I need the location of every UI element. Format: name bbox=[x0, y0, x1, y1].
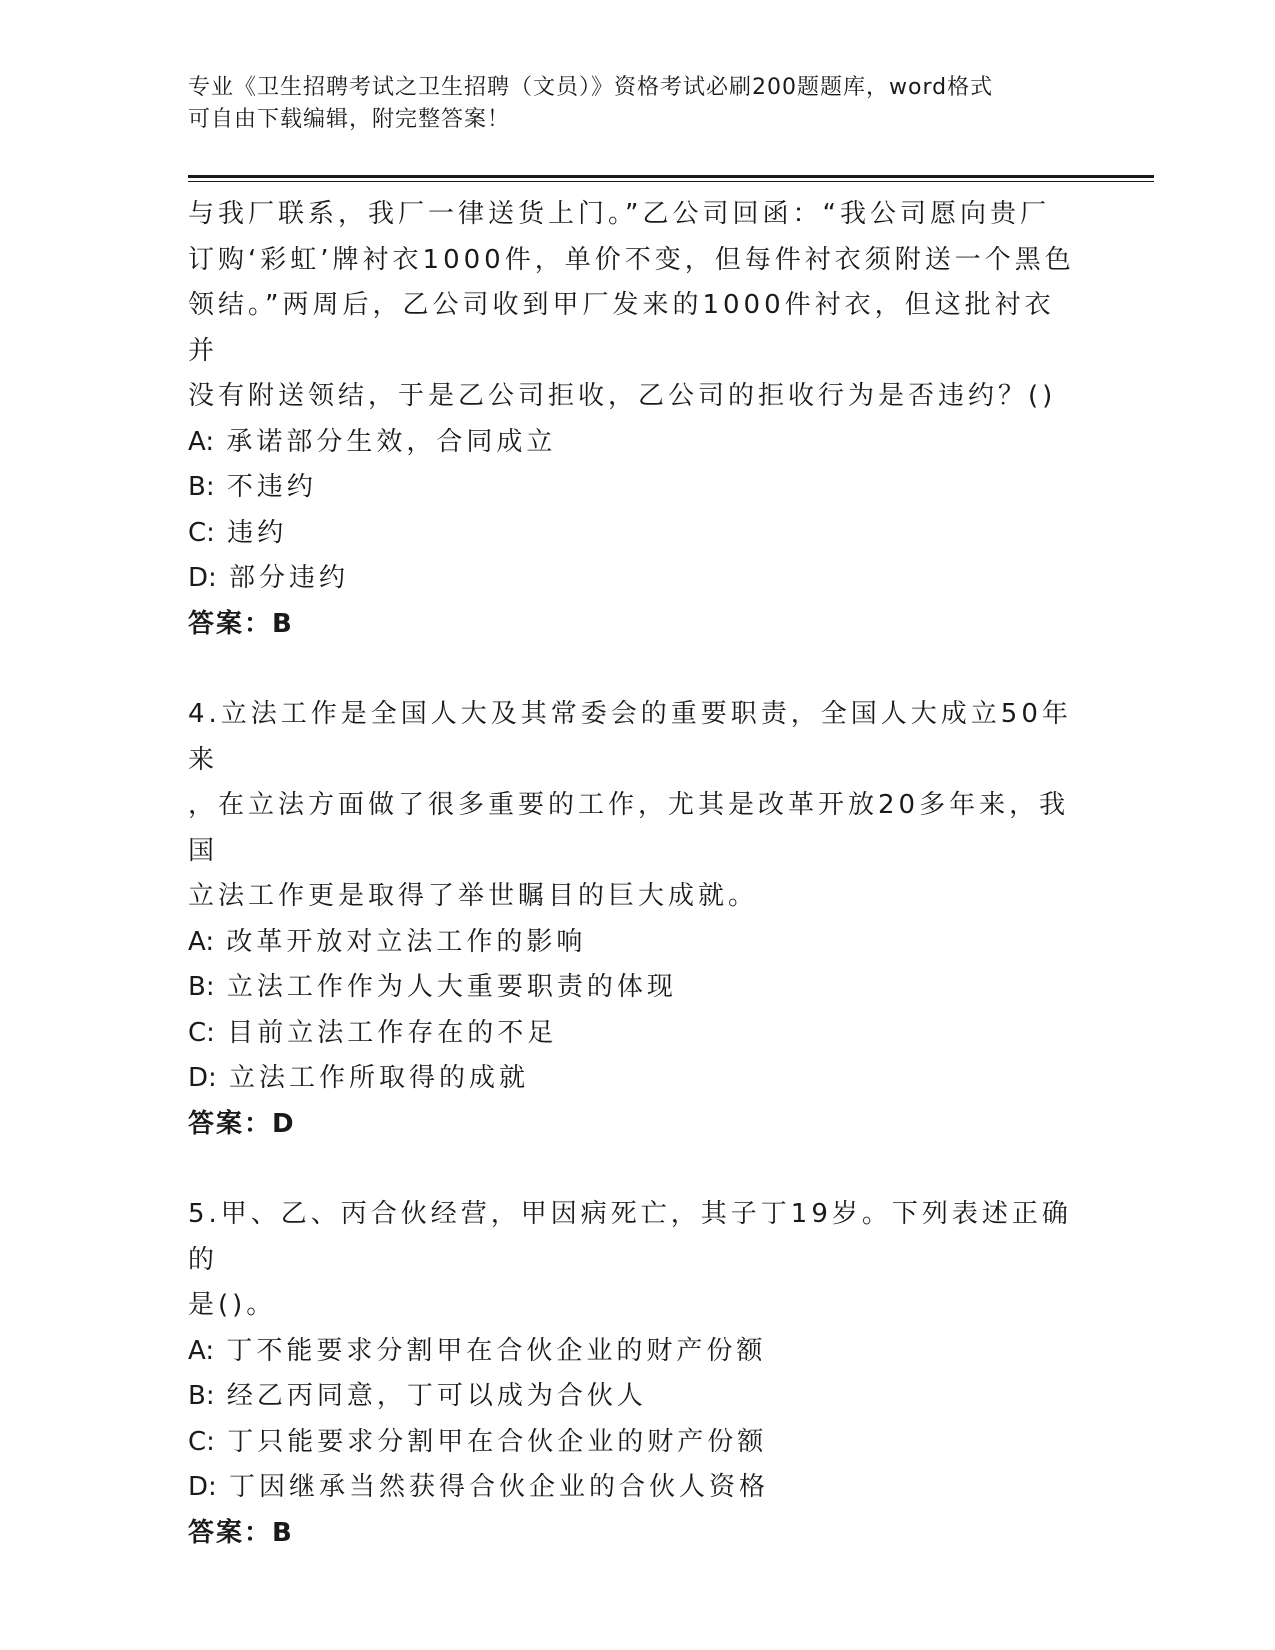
option-letter: B: bbox=[188, 1381, 215, 1411]
option-letter: C: bbox=[188, 1017, 215, 1048]
question-spacer bbox=[188, 647, 1078, 692]
question-stem-line: ，在立法方面做了很多重要的工作，尤其是改革开放20多年来，我国 bbox=[188, 790, 1070, 866]
question-stem-line: 5.甲、乙、丙合伙经营，甲因病死亡，其子丁19岁。下列表述正确的 bbox=[188, 1199, 1072, 1275]
option-b bbox=[188, 965, 1078, 1011]
question-stem-line: 4.立法工作是全国人大及其常委会的重要职责，全国人大成立50年来 bbox=[188, 699, 1072, 775]
header-line-2: 可自由下载编辑，附完整答案！ bbox=[188, 107, 511, 132]
option-text: 立法工作所取得的成就 bbox=[229, 1063, 530, 1093]
option-text: 违约 bbox=[227, 517, 288, 548]
header-line-1: 专业《卫生招聘考试之卫生招聘（文员）》资格考试必刷200题题库，word格式 bbox=[188, 75, 994, 100]
option-b bbox=[188, 465, 1078, 511]
header-divider-thin bbox=[188, 181, 1154, 182]
option-text: 改革开放对立法工作的影响 bbox=[226, 926, 587, 957]
option-d bbox=[188, 1056, 1078, 1102]
option-b bbox=[188, 1374, 1078, 1420]
option-text: 部分违约 bbox=[229, 563, 350, 593]
question-stem-line: 订购‘彩虹’牌衬衣1000件，单价不变，但每件衬衣须附送一个黑色 bbox=[188, 244, 1075, 275]
header-divider-thick bbox=[188, 175, 1154, 178]
question-3 bbox=[188, 192, 1078, 647]
question-stem-line: 与我厂联系，我厂一律送货上门。”乙公司回函：“我公司愿向贵厂 bbox=[188, 199, 1050, 229]
option-text: 丁因继承当然获得合伙企业的合伙人资格 bbox=[229, 1472, 770, 1502]
option-c bbox=[188, 1420, 1078, 1466]
option-text: 丁只能要求分割甲在合伙企业的财产份额 bbox=[227, 1426, 768, 1457]
question-5 bbox=[188, 1192, 1078, 1556]
option-letter: C: bbox=[188, 517, 215, 548]
answer-line: 答案：B bbox=[188, 1517, 294, 1548]
question-stem-line: 没有附送领结，于是乙公司拒收，乙公司的拒收行为是否违约？() bbox=[188, 381, 1057, 411]
question-spacer bbox=[188, 1147, 1078, 1192]
option-text: 立法工作作为人大重要职责的体现 bbox=[226, 972, 677, 1002]
answer-line: 答案：B bbox=[188, 608, 294, 639]
option-letter: B: bbox=[188, 972, 215, 1002]
option-a bbox=[188, 1329, 1078, 1375]
option-a bbox=[188, 420, 1078, 466]
option-text: 承诺部分生效，合同成立 bbox=[226, 426, 557, 457]
option-letter: A: bbox=[188, 426, 215, 457]
option-text: 目前立法工作存在的不足 bbox=[227, 1017, 558, 1048]
option-text: 经乙丙同意，丁可以成为合伙人 bbox=[226, 1381, 647, 1411]
question-list bbox=[188, 192, 1078, 1556]
option-text: 丁不能要求分割甲在合伙企业的财产份额 bbox=[226, 1335, 767, 1366]
option-d bbox=[188, 1465, 1078, 1511]
question-stem-line: 是()。 bbox=[188, 1290, 277, 1320]
question-4 bbox=[188, 692, 1078, 1147]
option-c bbox=[188, 1011, 1078, 1057]
option-letter: A: bbox=[188, 926, 215, 957]
option-text: 不违约 bbox=[226, 472, 317, 502]
answer-line: 答案：D bbox=[188, 1108, 296, 1139]
option-letter: B: bbox=[188, 472, 215, 502]
option-a bbox=[188, 920, 1078, 966]
option-letter: D: bbox=[188, 1472, 217, 1502]
option-letter: A: bbox=[188, 1335, 215, 1366]
option-d bbox=[188, 556, 1078, 602]
document-header bbox=[188, 72, 1068, 136]
question-stem-line: 立法工作更是取得了举世瞩目的巨大成就。 bbox=[188, 881, 759, 911]
option-letter: D: bbox=[188, 563, 217, 593]
option-letter: C: bbox=[188, 1426, 215, 1457]
option-letter: D: bbox=[188, 1063, 217, 1093]
question-stem-line: 领结。”两周后，乙公司收到甲厂发来的1000件衬衣，但这批衬衣并 bbox=[188, 290, 1055, 366]
option-c bbox=[188, 511, 1078, 557]
